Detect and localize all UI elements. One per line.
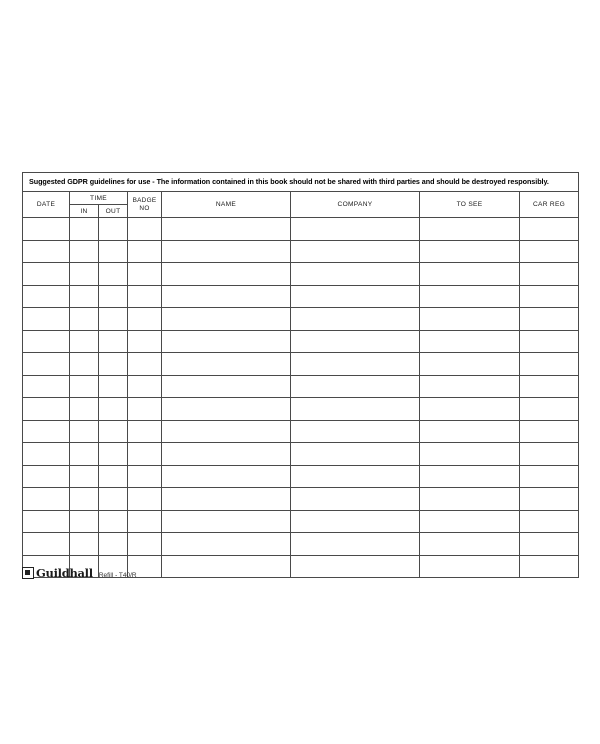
cell-time-in[interactable]: [70, 308, 99, 331]
cell-badge-no[interactable]: [128, 308, 162, 331]
column-header-car-reg: CAR REG: [520, 192, 579, 218]
cell-to-see[interactable]: [420, 465, 520, 488]
cell-to-see[interactable]: [420, 398, 520, 421]
cell-time-in[interactable]: [70, 285, 99, 308]
cell-to-see[interactable]: [420, 263, 520, 286]
cell-time-in[interactable]: [70, 510, 99, 533]
cell-car-reg[interactable]: [520, 465, 579, 488]
time-in-out-row: [70, 205, 127, 218]
cell-badge-no[interactable]: [128, 420, 162, 443]
visitor-log-table: [22, 172, 579, 578]
cell-time-in[interactable]: [70, 263, 99, 286]
cell-name[interactable]: [162, 443, 291, 466]
cell-date[interactable]: [23, 443, 70, 466]
cell-date[interactable]: [23, 353, 70, 376]
cell-car-reg[interactable]: [520, 420, 579, 443]
cell-time-out[interactable]: [99, 420, 128, 443]
cell-badge-no[interactable]: [128, 330, 162, 353]
cell-date[interactable]: [23, 398, 70, 421]
cell-name[interactable]: [162, 533, 291, 556]
badge-no-line-1: BADGE: [132, 196, 157, 204]
cell-time-out[interactable]: [99, 353, 128, 376]
column-header-to-see: TO SEE: [420, 192, 520, 218]
cell-name[interactable]: [162, 240, 291, 263]
cell-to-see[interactable]: [420, 443, 520, 466]
cell-car-reg[interactable]: [520, 285, 579, 308]
cell-to-see[interactable]: [420, 420, 520, 443]
cell-name[interactable]: [162, 375, 291, 398]
cell-to-see[interactable]: [420, 218, 520, 241]
table-row: [23, 263, 579, 286]
cell-to-see[interactable]: [420, 240, 520, 263]
column-header-badge-no: [128, 192, 162, 218]
cell-car-reg[interactable]: [520, 353, 579, 376]
cell-time-out[interactable]: [99, 398, 128, 421]
cell-time-out[interactable]: [99, 443, 128, 466]
cell-car-reg[interactable]: [520, 510, 579, 533]
cell-time-in[interactable]: [70, 218, 99, 241]
cell-name[interactable]: [162, 285, 291, 308]
cell-time-out[interactable]: [99, 330, 128, 353]
cell-name[interactable]: [162, 488, 291, 511]
cell-to-see[interactable]: [420, 353, 520, 376]
cell-name[interactable]: [162, 353, 291, 376]
cell-time-out[interactable]: [99, 465, 128, 488]
cell-name[interactable]: [162, 555, 291, 578]
cell-time-in[interactable]: [70, 420, 99, 443]
cell-badge-no[interactable]: [128, 285, 162, 308]
cell-time-out[interactable]: [99, 263, 128, 286]
cell-company[interactable]: [291, 510, 420, 533]
table-row: [23, 308, 579, 331]
cell-company[interactable]: [291, 375, 420, 398]
table-row: [23, 398, 579, 421]
cell-time-in[interactable]: [70, 375, 99, 398]
table-row: [23, 420, 579, 443]
cell-badge-no[interactable]: [128, 263, 162, 286]
cell-company[interactable]: [291, 398, 420, 421]
cell-date[interactable]: [23, 510, 70, 533]
guildhall-brand: [22, 566, 93, 580]
cell-company[interactable]: [291, 285, 420, 308]
cell-company[interactable]: [291, 330, 420, 353]
column-header-company: COMPANY: [291, 192, 420, 218]
cell-time-in[interactable]: [70, 398, 99, 421]
cell-badge-no[interactable]: [128, 533, 162, 556]
table-row: [23, 488, 579, 511]
cell-date[interactable]: [23, 533, 70, 556]
cell-name[interactable]: [162, 308, 291, 331]
cell-company[interactable]: [291, 240, 420, 263]
cell-date[interactable]: [23, 375, 70, 398]
table-row: [23, 330, 579, 353]
cell-name[interactable]: [162, 398, 291, 421]
guildhall-logo-icon: [22, 567, 34, 579]
cell-to-see[interactable]: [420, 510, 520, 533]
cell-badge-no[interactable]: [128, 488, 162, 511]
cell-company[interactable]: [291, 218, 420, 241]
cell-date[interactable]: [23, 263, 70, 286]
cell-date[interactable]: [23, 465, 70, 488]
cell-badge-no[interactable]: [128, 510, 162, 533]
cell-car-reg[interactable]: [520, 240, 579, 263]
cell-to-see[interactable]: [420, 375, 520, 398]
cell-name[interactable]: [162, 465, 291, 488]
cell-badge-no[interactable]: [128, 398, 162, 421]
time-subheader-table: [70, 192, 127, 217]
table-row: [23, 510, 579, 533]
gdpr-notice-text: Suggested GDPR guidelines for use - The information contained in this book should not be shared with third parties and should be destroyed responsibly.: [23, 173, 579, 192]
cell-name[interactable]: [162, 218, 291, 241]
table-row: [23, 375, 579, 398]
cell-time-out[interactable]: [99, 375, 128, 398]
cell-time-in[interactable]: [70, 465, 99, 488]
cell-car-reg[interactable]: [520, 330, 579, 353]
column-header-date: DATE: [23, 192, 70, 218]
cell-time-out[interactable]: [99, 308, 128, 331]
cell-company[interactable]: [291, 353, 420, 376]
cell-time-in[interactable]: [70, 488, 99, 511]
cell-car-reg[interactable]: [520, 443, 579, 466]
cell-company[interactable]: [291, 420, 420, 443]
cell-time-in[interactable]: [70, 240, 99, 263]
badge-no-line-2: NO: [139, 204, 150, 212]
cell-time-out[interactable]: [99, 488, 128, 511]
table-row: [23, 218, 579, 241]
cell-badge-no[interactable]: [128, 353, 162, 376]
table-row: [23, 533, 579, 556]
cell-date[interactable]: [23, 488, 70, 511]
cell-car-reg[interactable]: [520, 398, 579, 421]
table-header-row: [23, 192, 579, 218]
cell-badge-no[interactable]: [128, 443, 162, 466]
cell-name[interactable]: [162, 330, 291, 353]
cell-to-see[interactable]: [420, 488, 520, 511]
cell-company[interactable]: [291, 263, 420, 286]
sheet-footer: [22, 566, 137, 580]
table-row: [23, 285, 579, 308]
table-row: [23, 443, 579, 466]
cell-company[interactable]: [291, 555, 420, 578]
refill-code-text: Refill - T40/R: [98, 572, 137, 579]
column-header-time-label: TIME: [70, 192, 127, 205]
cell-time-in[interactable]: [70, 443, 99, 466]
cell-car-reg[interactable]: [520, 218, 579, 241]
cell-date[interactable]: [23, 218, 70, 241]
cell-name[interactable]: [162, 263, 291, 286]
column-header-time: [70, 192, 128, 218]
cell-to-see[interactable]: [420, 533, 520, 556]
cell-time-out[interactable]: [99, 533, 128, 556]
cell-company[interactable]: [291, 488, 420, 511]
cell-company[interactable]: [291, 443, 420, 466]
visitor-book-sheet: [22, 172, 578, 578]
cell-car-reg[interactable]: [520, 555, 579, 578]
cell-name[interactable]: [162, 510, 291, 533]
cell-date[interactable]: [23, 420, 70, 443]
cell-car-reg[interactable]: [520, 263, 579, 286]
cell-badge-no[interactable]: [128, 375, 162, 398]
cell-badge-no[interactable]: [128, 240, 162, 263]
column-header-time-in: IN: [70, 205, 99, 218]
table-row: [23, 465, 579, 488]
cell-time-in[interactable]: [70, 330, 99, 353]
cell-company[interactable]: [291, 533, 420, 556]
cell-to-see[interactable]: [420, 555, 520, 578]
cell-company[interactable]: [291, 308, 420, 331]
cell-name[interactable]: [162, 420, 291, 443]
cell-date[interactable]: [23, 330, 70, 353]
table-row: [23, 353, 579, 376]
column-header-time-out: OUT: [105, 207, 121, 215]
cell-time-in[interactable]: [70, 533, 99, 556]
gdpr-notice-row: [23, 173, 579, 192]
cell-time-out[interactable]: [99, 285, 128, 308]
cell-badge-no[interactable]: [128, 465, 162, 488]
cell-date[interactable]: [23, 285, 70, 308]
cell-badge-no[interactable]: [128, 218, 162, 241]
table-body: [23, 218, 579, 578]
cell-time-out[interactable]: [99, 218, 128, 241]
cell-to-see[interactable]: [420, 330, 520, 353]
time-label-row: [70, 192, 127, 205]
cell-car-reg[interactable]: [520, 375, 579, 398]
cell-car-reg[interactable]: [520, 488, 579, 511]
cell-car-reg[interactable]: [520, 533, 579, 556]
cell-to-see[interactable]: [420, 308, 520, 331]
table-row: [23, 240, 579, 263]
cell-date[interactable]: [23, 240, 70, 263]
brand-name-text: Guildhall: [36, 566, 93, 580]
cell-time-in[interactable]: [70, 353, 99, 376]
cell-company[interactable]: [291, 465, 420, 488]
column-header-name: NAME: [162, 192, 291, 218]
cell-time-out[interactable]: [99, 510, 128, 533]
cell-date[interactable]: [23, 308, 70, 331]
cell-car-reg[interactable]: [520, 308, 579, 331]
cell-to-see[interactable]: [420, 285, 520, 308]
cell-time-out[interactable]: [99, 240, 128, 263]
